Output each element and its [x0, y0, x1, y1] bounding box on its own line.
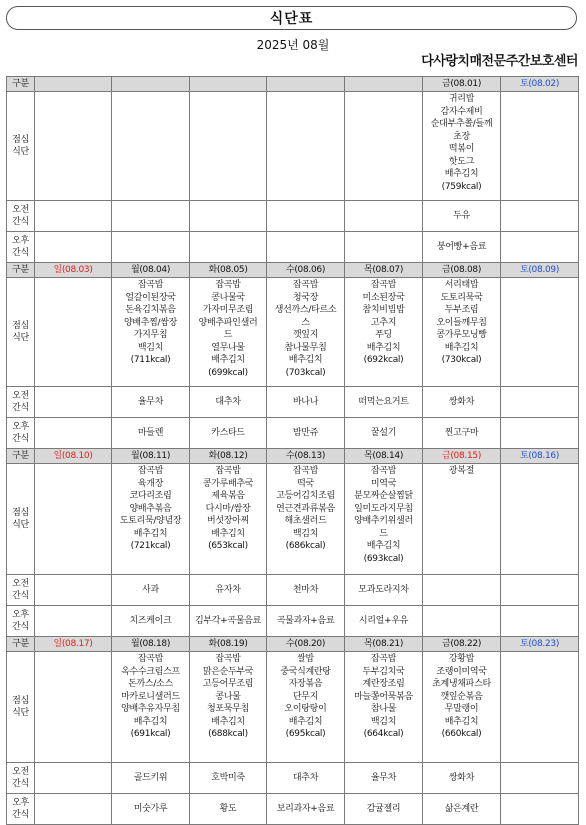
lunch-menu-cell — [112, 464, 190, 575]
gubun-label: 구분 — [7, 263, 35, 278]
am-snack-cell: 대추차 — [190, 387, 267, 418]
lunch-label — [7, 278, 35, 387]
menu-item: 계란장조림 — [362, 679, 405, 689]
menu-item: 가지무침 — [133, 330, 168, 340]
am-snack-cell — [501, 763, 579, 794]
pm-snack-cell — [501, 232, 579, 263]
menu-item: 미소된장국 — [362, 292, 405, 303]
menu-item: 맑은순두부국 — [202, 666, 254, 677]
am-snack-cell — [190, 201, 267, 232]
menu-item: 배추김치 — [366, 541, 401, 551]
menu-item: 제육볶음 — [211, 491, 245, 501]
pm-snack-cell — [190, 232, 267, 263]
menu-item: 도토리묵/양념장 — [119, 516, 182, 526]
pm-snack-label-line2: 간식 — [12, 248, 29, 258]
menu-item: 버섯장아찌 — [207, 516, 249, 526]
pm-snack-cell — [35, 794, 112, 825]
menu-item: (703kcal) — [285, 367, 326, 378]
lunch-menu-cell — [345, 92, 423, 201]
lunch-menu-cell — [501, 278, 579, 387]
day-date-cell: 목(08.14) — [345, 449, 423, 464]
pm-snack-cell: 찐고구마 — [423, 418, 501, 449]
day-date-cell: 일(08.10) — [35, 449, 112, 464]
pm-snack-cell: 붕어빵+음료 — [423, 232, 501, 263]
day-date-cell: 토(08.02) — [501, 77, 579, 92]
menu-item: 초장 — [453, 131, 470, 142]
am-snack-cell: 모과도라지차 — [345, 575, 423, 606]
menu-item: (730kcal) — [441, 355, 482, 365]
pm-snack-label-line1: 오후 — [12, 421, 29, 432]
lunch-menu-cell — [267, 92, 345, 201]
am-snack-cell — [35, 575, 112, 606]
menu-item: 고등어김치조림 — [276, 491, 335, 501]
day-date-cell — [112, 77, 190, 92]
pm-snack-cell: 마들렌 — [112, 418, 190, 449]
menu-item: 핫도그 — [448, 156, 475, 167]
lunch-row — [7, 92, 579, 201]
menu-item: 양배추파인샐러 — [198, 317, 258, 328]
am-snack-cell — [423, 575, 501, 606]
am-snack-cell — [267, 201, 345, 232]
day-date-cell: 수(08.06) — [267, 263, 345, 278]
menu-item: 돈육김치볶음 — [125, 305, 176, 315]
menu-item: 깻잎지 — [292, 330, 319, 340]
lunch-label — [7, 92, 35, 201]
am-snack-label — [7, 387, 35, 418]
menu-item: (688kcal) — [208, 729, 248, 739]
pm-snack-label-line2: 간식 — [12, 434, 29, 444]
pm-snack-row — [7, 418, 579, 449]
lunch-row — [7, 464, 579, 575]
menu-item: 청포묵무침 — [207, 704, 249, 714]
menu-item: 조랭이미역국 — [436, 666, 487, 677]
am-snack-label — [7, 763, 35, 794]
menu-item: (691kcal) — [130, 729, 171, 739]
menu-item: 배추김치 — [133, 528, 168, 539]
lunch-menu-cell — [35, 92, 112, 201]
menu-item: 감자수제비 — [440, 106, 483, 117]
am-snack-cell: 떠먹는요거트 — [345, 387, 423, 418]
lunch-row — [7, 652, 579, 763]
menu-item: 무말랭이 — [444, 704, 479, 714]
lunch-menu-cell — [35, 278, 112, 387]
day-date-cell: 월(08.04) — [112, 263, 190, 278]
menu-item: 분모짜순살찜닭 — [354, 491, 413, 501]
pm-snack-cell: 황도 — [190, 794, 267, 825]
menu-item: 배추김치 — [133, 716, 168, 727]
am-snack-cell — [501, 575, 579, 606]
menu-item: 귀리밥 — [448, 94, 475, 104]
menu-item: 미역국 — [370, 478, 397, 489]
am-snack-cell — [35, 201, 112, 232]
menu-item: 스 — [301, 317, 310, 328]
am-snack-cell: 율무차 — [345, 763, 423, 794]
menu-item: 드 — [223, 330, 233, 340]
am-snack-label — [7, 201, 35, 232]
day-date-cell: 금(08.01) — [423, 77, 501, 92]
menu-item: 일미도라지무침 — [354, 503, 413, 514]
lunch-label-line2: 식단 — [12, 520, 29, 530]
menu-item: 콩가루모닝빵 — [436, 330, 487, 340]
menu-item: 잡곡밥 — [215, 654, 241, 664]
lunch-menu-cell — [501, 464, 579, 575]
menu-item: 배추김치 — [211, 716, 245, 727]
am-snack-row — [7, 575, 579, 606]
pm-snack-cell: 꿀설기 — [345, 418, 423, 449]
pm-snack-cell — [345, 232, 423, 263]
menu-item: 참치비빔밥 — [362, 305, 405, 315]
menu-item: 참나물 — [370, 704, 397, 714]
menu-item: 잡곡밥 — [370, 280, 397, 290]
menu-item: (699kcal) — [208, 367, 248, 378]
day-date-cell — [35, 77, 112, 92]
am-snack-cell — [501, 201, 579, 232]
lunch-menu-cell — [423, 92, 501, 201]
day-date-cell: 화(08.19) — [190, 637, 267, 652]
menu-item: 잡곡밥 — [370, 466, 397, 476]
menu-item: 두부김치국 — [362, 666, 405, 677]
am-snack-row — [7, 387, 579, 418]
am-snack-label-line1: 오전 — [12, 204, 29, 215]
am-snack-cell — [35, 387, 112, 418]
day-date-cell: 목(08.07) — [345, 263, 423, 278]
menu-item: 잡곡밥 — [370, 654, 397, 664]
menu-item: 콩가루배추국 — [202, 478, 254, 489]
menu-item: (693kcal) — [363, 553, 404, 564]
pm-snack-row — [7, 232, 579, 263]
pm-snack-cell — [35, 232, 112, 263]
am-snack-label-line2: 간식 — [12, 779, 29, 789]
page-title: 식단표 — [6, 6, 577, 30]
lunch-menu-cell — [35, 464, 112, 575]
menu-item: 해초샐러드 — [284, 516, 327, 526]
am-snack-cell — [112, 201, 190, 232]
day-date-cell: 목(08.21) — [345, 637, 423, 652]
am-snack-cell: 유자차 — [190, 575, 267, 606]
menu-item: 마카로니샐러드 — [121, 691, 180, 702]
pm-snack-label — [7, 606, 35, 637]
menu-item: 쌀밥 — [297, 654, 314, 664]
menu-item: 광복절 — [448, 466, 475, 476]
menu-item: 다시마/쌈장 — [205, 503, 251, 514]
day-date-cell — [345, 77, 423, 92]
menu-item: 콩나물 — [215, 691, 241, 702]
menu-item: 중국식계란탕 — [280, 666, 331, 677]
menu-item: 열무나물 — [211, 342, 245, 353]
pm-snack-cell: 곡물과자+음료 — [267, 606, 345, 637]
menu-item: 양배추찜/쌈장 — [123, 317, 178, 328]
am-snack-row — [7, 201, 579, 232]
menu-item: 고등어무조림 — [202, 679, 254, 689]
pm-snack-label — [7, 794, 35, 825]
am-snack-label-line2: 간식 — [12, 591, 29, 601]
lunch-menu-cell — [345, 652, 423, 763]
day-date-cell: 금(08.08) — [423, 263, 501, 278]
lunch-menu-cell — [190, 278, 267, 387]
pm-snack-label — [7, 232, 35, 263]
day-header-row — [7, 263, 579, 278]
menu-item: 잡곡밥 — [215, 466, 241, 476]
day-header-row — [7, 449, 579, 464]
month-subtitle: 2025년 08월 — [256, 38, 330, 52]
day-date-cell — [267, 77, 345, 92]
menu-item: 배추김치 — [211, 528, 245, 539]
pm-snack-label-line2: 간식 — [12, 810, 29, 820]
menu-item: 드 — [379, 528, 388, 539]
pm-snack-cell — [267, 232, 345, 263]
lunch-menu-cell — [267, 278, 345, 387]
menu-item: 배추김치 — [288, 355, 323, 365]
am-snack-cell — [35, 763, 112, 794]
pm-snack-cell — [501, 418, 579, 449]
menu-item: 코다리조림 — [129, 491, 172, 501]
pm-snack-label — [7, 418, 35, 449]
am-snack-cell: 율무차 — [112, 387, 190, 418]
menu-item: (759kcal) — [441, 181, 482, 192]
pm-snack-cell: 삶은계란 — [423, 794, 501, 825]
menu-item: 잡곡밥 — [292, 466, 319, 476]
pm-snack-cell: 김부각+곡물음료 — [190, 606, 267, 637]
day-header-row — [7, 77, 579, 92]
day-header-row — [7, 637, 579, 652]
day-date-cell: 토(08.16) — [501, 449, 579, 464]
am-snack-cell: 대추차 — [267, 763, 345, 794]
menu-item: 배추김치 — [444, 169, 479, 179]
am-snack-cell: 바나나 — [267, 387, 345, 418]
menu-item: 백김치 — [137, 342, 164, 353]
menu-item: 잡곡밥 — [292, 280, 319, 290]
lunch-label-line2: 식단 — [12, 147, 29, 157]
am-snack-cell: 천마차 — [267, 575, 345, 606]
lunch-menu-cell — [345, 464, 423, 575]
menu-item: 잡곡밥 — [137, 466, 164, 476]
lunch-menu-cell — [423, 464, 501, 575]
am-snack-cell — [345, 201, 423, 232]
gubun-label: 구분 — [7, 449, 35, 464]
menu-item: 배추김치 — [444, 716, 479, 727]
menu-item: 자장볶음 — [288, 679, 323, 689]
menu-item: 백김치 — [370, 716, 397, 727]
pm-snack-cell — [112, 232, 190, 263]
menu-item: 청국장 — [292, 292, 319, 303]
menu-item: 연근견과류볶음 — [276, 503, 335, 514]
pm-snack-cell — [35, 606, 112, 637]
lunch-label-line2: 식단 — [12, 333, 29, 343]
menu-item: 양배추볶음 — [129, 503, 172, 514]
am-snack-cell: 쌍화차 — [423, 763, 501, 794]
menu-item: (664kcal) — [363, 729, 404, 739]
pm-snack-cell: 보리과자+음료 — [267, 794, 345, 825]
lunch-menu-cell — [112, 92, 190, 201]
menu-item: 얼갈이된장국 — [125, 292, 176, 303]
am-snack-label-line1: 오전 — [12, 390, 29, 401]
day-date-cell: 일(08.03) — [35, 263, 112, 278]
am-snack-cell: 골드키위 — [112, 763, 190, 794]
pm-snack-label-line2: 간식 — [12, 622, 29, 632]
menu-item: (692kcal) — [363, 355, 404, 365]
am-snack-row — [7, 763, 579, 794]
menu-item: 오이들깨무침 — [436, 317, 487, 328]
lunch-menu-cell — [190, 652, 267, 763]
menu-item: 떡국 — [297, 478, 314, 489]
pm-snack-cell — [35, 418, 112, 449]
menu-item: 강황밥 — [448, 654, 475, 664]
day-date-cell: 월(08.18) — [112, 637, 190, 652]
pm-snack-row — [7, 794, 579, 825]
menu-item: (721kcal) — [130, 541, 171, 551]
am-snack-label — [7, 575, 35, 606]
pm-snack-label-line1: 오후 — [12, 609, 29, 620]
pm-snack-cell: 밤만쥬 — [267, 418, 345, 449]
menu-item: 배추김치 — [288, 716, 323, 727]
gubun-label: 구분 — [7, 637, 35, 652]
lunch-menu-cell — [190, 464, 267, 575]
day-date-cell: 화(08.05) — [190, 263, 267, 278]
day-date-cell: 월(08.11) — [112, 449, 190, 464]
am-snack-label-line2: 간식 — [12, 403, 29, 413]
lunch-row — [7, 278, 579, 387]
menu-item: 육개장 — [137, 478, 164, 489]
day-date-cell: 금(08.22) — [423, 637, 501, 652]
am-snack-label-line1: 오전 — [12, 578, 29, 589]
pm-snack-cell: 시리얼+우유 — [345, 606, 423, 637]
lunch-label — [7, 652, 35, 763]
menu-table — [6, 76, 579, 825]
pm-snack-row — [7, 606, 579, 637]
lunch-label-line1: 점심 — [12, 134, 29, 145]
day-date-cell — [190, 77, 267, 92]
lunch-menu-cell — [501, 652, 579, 763]
lunch-menu-cell — [267, 464, 345, 575]
menu-item: 배추김치 — [366, 342, 401, 353]
am-snack-cell: 두유 — [423, 201, 501, 232]
menu-item: 콩나물국 — [211, 292, 245, 303]
lunch-menu-cell — [501, 92, 579, 201]
menu-item: 배추김치 — [211, 355, 245, 365]
day-date-cell: 토(08.23) — [501, 637, 579, 652]
menu-item: 양배추유자무침 — [121, 704, 180, 714]
pm-snack-cell — [423, 606, 501, 637]
menu-item: 떡볶이 — [448, 144, 475, 154]
menu-item: 옥수수크림스프 — [121, 666, 180, 677]
pm-snack-cell: 감귤젤리 — [345, 794, 423, 825]
lunch-label-line1: 점심 — [12, 320, 29, 331]
menu-item: 초계냉채파스타 — [432, 679, 491, 689]
menu-item: 순대부추쫄/들깨 — [430, 119, 493, 129]
am-snack-label-line1: 오전 — [12, 766, 29, 777]
pm-snack-cell — [501, 606, 579, 637]
lunch-label-line2: 식단 — [12, 708, 29, 718]
am-snack-label-line2: 간식 — [12, 217, 29, 227]
menu-item: 깻잎순볶음 — [440, 691, 483, 702]
center-name: 다사랑치매전문주간보호센터 — [421, 54, 578, 69]
day-date-cell: 토(08.09) — [501, 263, 579, 278]
menu-item: 두부조림 — [444, 305, 479, 315]
menu-item: 마늘쫑어묵볶음 — [354, 691, 413, 702]
menu-item: (660kcal) — [441, 729, 482, 739]
menu-item: (711kcal) — [130, 355, 171, 365]
menu-item: 참나물무침 — [284, 342, 327, 353]
lunch-label-line1: 점심 — [12, 507, 29, 518]
lunch-label-line1: 점심 — [12, 695, 29, 706]
menu-item: 단무지 — [292, 691, 319, 702]
lunch-menu-cell — [423, 652, 501, 763]
menu-item: 가자미무조림 — [202, 305, 254, 315]
day-date-cell: 수(08.13) — [267, 449, 345, 464]
menu-item: (653kcal) — [208, 541, 248, 551]
pm-snack-label-line1: 오후 — [12, 797, 29, 808]
menu-item: 푸딩 — [375, 330, 392, 340]
pm-snack-cell — [501, 794, 579, 825]
gubun-label: 구분 — [7, 77, 35, 92]
lunch-menu-cell — [345, 278, 423, 387]
am-snack-cell: 쌍화차 — [423, 387, 501, 418]
menu-item: (686kcal) — [285, 541, 326, 551]
lunch-menu-cell — [267, 652, 345, 763]
menu-item: 고추지 — [370, 317, 397, 328]
am-snack-cell: 사과 — [112, 575, 190, 606]
day-date-cell: 일(08.17) — [35, 637, 112, 652]
menu-item: (695kcal) — [285, 729, 326, 739]
lunch-menu-cell — [190, 92, 267, 201]
pm-snack-cell: 카스타드 — [190, 418, 267, 449]
menu-item: 잡곡밥 — [137, 280, 164, 290]
menu-item: 서리태밥 — [444, 280, 479, 290]
pm-snack-cell: 치즈케이크 — [112, 606, 190, 637]
day-date-cell: 수(08.20) — [267, 637, 345, 652]
menu-item: 양배추키위샐러 — [354, 516, 413, 526]
am-snack-cell: 호박미죽 — [190, 763, 267, 794]
lunch-label — [7, 464, 35, 575]
day-date-cell: 금(08.15) — [423, 449, 501, 464]
lunch-menu-cell — [35, 652, 112, 763]
menu-item: 오이탕탕이 — [284, 704, 327, 714]
menu-item: 도토리묵국 — [440, 292, 483, 303]
menu-item: 잡곡밥 — [137, 654, 164, 664]
menu-item: 생선까스/타르소 — [274, 305, 337, 315]
menu-item: 백김치 — [292, 528, 319, 539]
menu-item: 잡곡밥 — [215, 280, 241, 290]
day-date-cell: 화(08.12) — [190, 449, 267, 464]
am-snack-cell — [501, 387, 579, 418]
lunch-menu-cell — [112, 652, 190, 763]
lunch-menu-cell — [112, 278, 190, 387]
menu-item: 배추김치 — [444, 342, 479, 353]
menu-item: 돈까스/소스 — [128, 679, 173, 689]
pm-snack-label-line1: 오후 — [12, 235, 29, 246]
lunch-menu-cell — [423, 278, 501, 387]
pm-snack-cell: 미숫가루 — [112, 794, 190, 825]
